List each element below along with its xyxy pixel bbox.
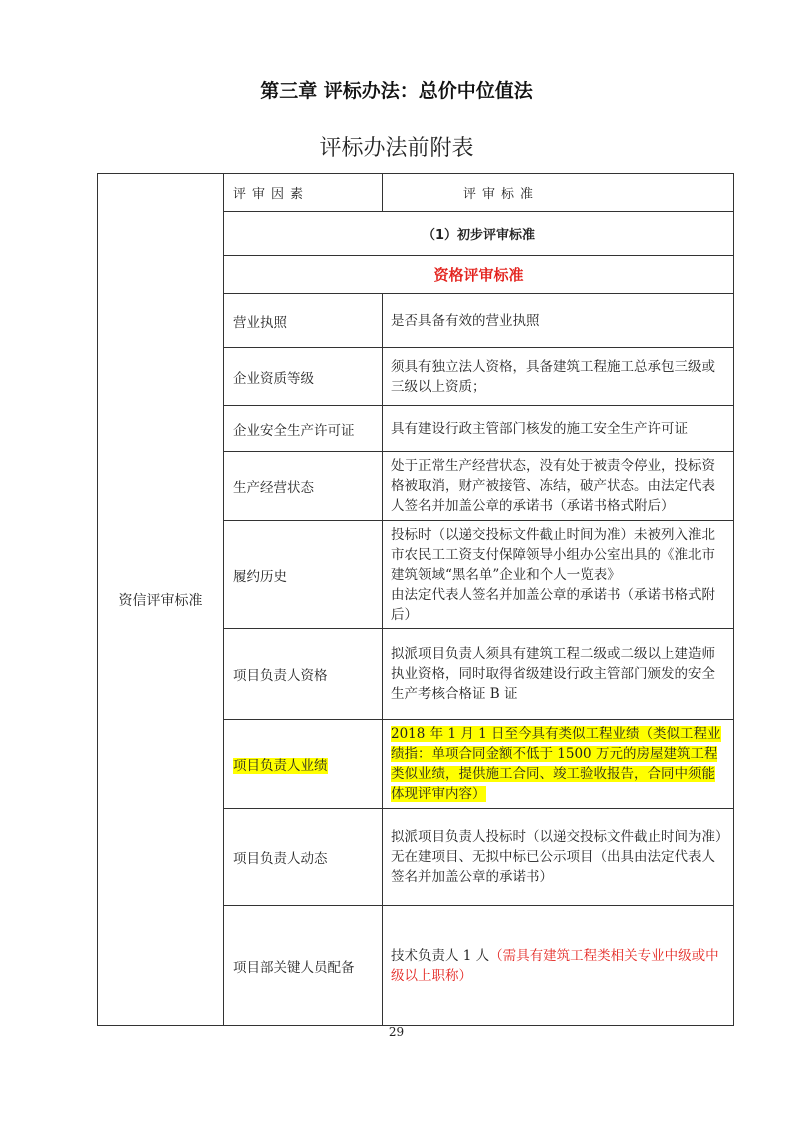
criteria-cell	[383, 521, 734, 629]
header-criteria: 评审标准	[383, 174, 734, 212]
highlighted-factor: 项目负责人业绩	[233, 758, 328, 774]
criteria-text: 技术负责人 1 人	[391, 947, 490, 964]
criteria-cell	[383, 906, 734, 1026]
factor-cell: 企业资质等级	[224, 348, 383, 406]
evaluation-table	[97, 173, 734, 1026]
criteria-text-2: 由法定代表人签名并加盖公章的承诺书（承诺书格式附后）	[391, 586, 715, 623]
criteria-cell: 须具有独立法人资格，具备建筑工程施工总承包三级或三级以上资质；	[383, 348, 734, 406]
criteria-cell: 是否具备有效的营业执照	[383, 294, 734, 348]
table-title: 评标办法前附表	[319, 136, 474, 161]
criteria-cell: 具有建设行政主管部门核发的施工安全生产许可证	[383, 406, 734, 452]
qualification-title: 资格评审标准	[224, 256, 734, 294]
page-number: 29	[388, 1025, 405, 1039]
header-factor: 评审因素	[224, 174, 383, 212]
factor-cell	[224, 720, 383, 809]
criteria-cell: 处于正常生产经营状态，没有处于被责令停业，投标资格被取消，财产被接管、冻结，破产状态。由法定代表人签名并加盖公章的承诺书（承诺书格式附后）	[383, 452, 734, 521]
criteria-cell: 拟派项目负责人须具有建筑工程二级或二级以上建造师执业资格，同时取得省级建设行政主管部门颁发的安全生产考核合格证 B 证	[383, 629, 734, 720]
criteria-cell	[383, 720, 734, 809]
criteria-text: 投标时（以递交投标文件截止时间为准）未被列入淮北市农民工工资支付保障领导小组办公室出具的《淮北市建筑领域“黑名单”企业和个人一览表》	[391, 526, 715, 583]
factor-cell: 项目负责人资格	[224, 629, 383, 720]
factor-cell: 履约历史	[224, 521, 383, 629]
factor-cell: 项目部关键人员配备	[224, 906, 383, 1026]
factor-cell: 企业安全生产许可证	[224, 406, 383, 452]
category-cell: 资信评审标准	[98, 174, 224, 1026]
factor-cell: 生产经营状态	[224, 452, 383, 521]
section-title: （1）初步评审标准	[224, 212, 734, 256]
header-row	[98, 174, 734, 212]
criteria-note: （需具有建筑工程类相关专业中级或中级以上职称）	[391, 947, 719, 984]
factor-cell: 营业执照	[224, 294, 383, 348]
criteria-cell: 拟派项目负责人投标时（以递交投标文件截止时间为准）无在建项目、无拟中标已公示项目（出具由法定代表人签名并加盖公章的承诺书）	[383, 809, 734, 906]
chapter-title: 第三章 评标办法：总价中位值法	[260, 80, 533, 102]
highlighted-criteria: 2018 年 1 月 1 日至今具有类似工程业绩（类似工程业绩指：单项合同金额不低于 1500 万元的房屋建筑工程类似业绩，提供施工合同、竣工验收报告，合同中须能体现评审内容）	[391, 726, 721, 802]
factor-cell: 项目负责人动态	[224, 809, 383, 906]
